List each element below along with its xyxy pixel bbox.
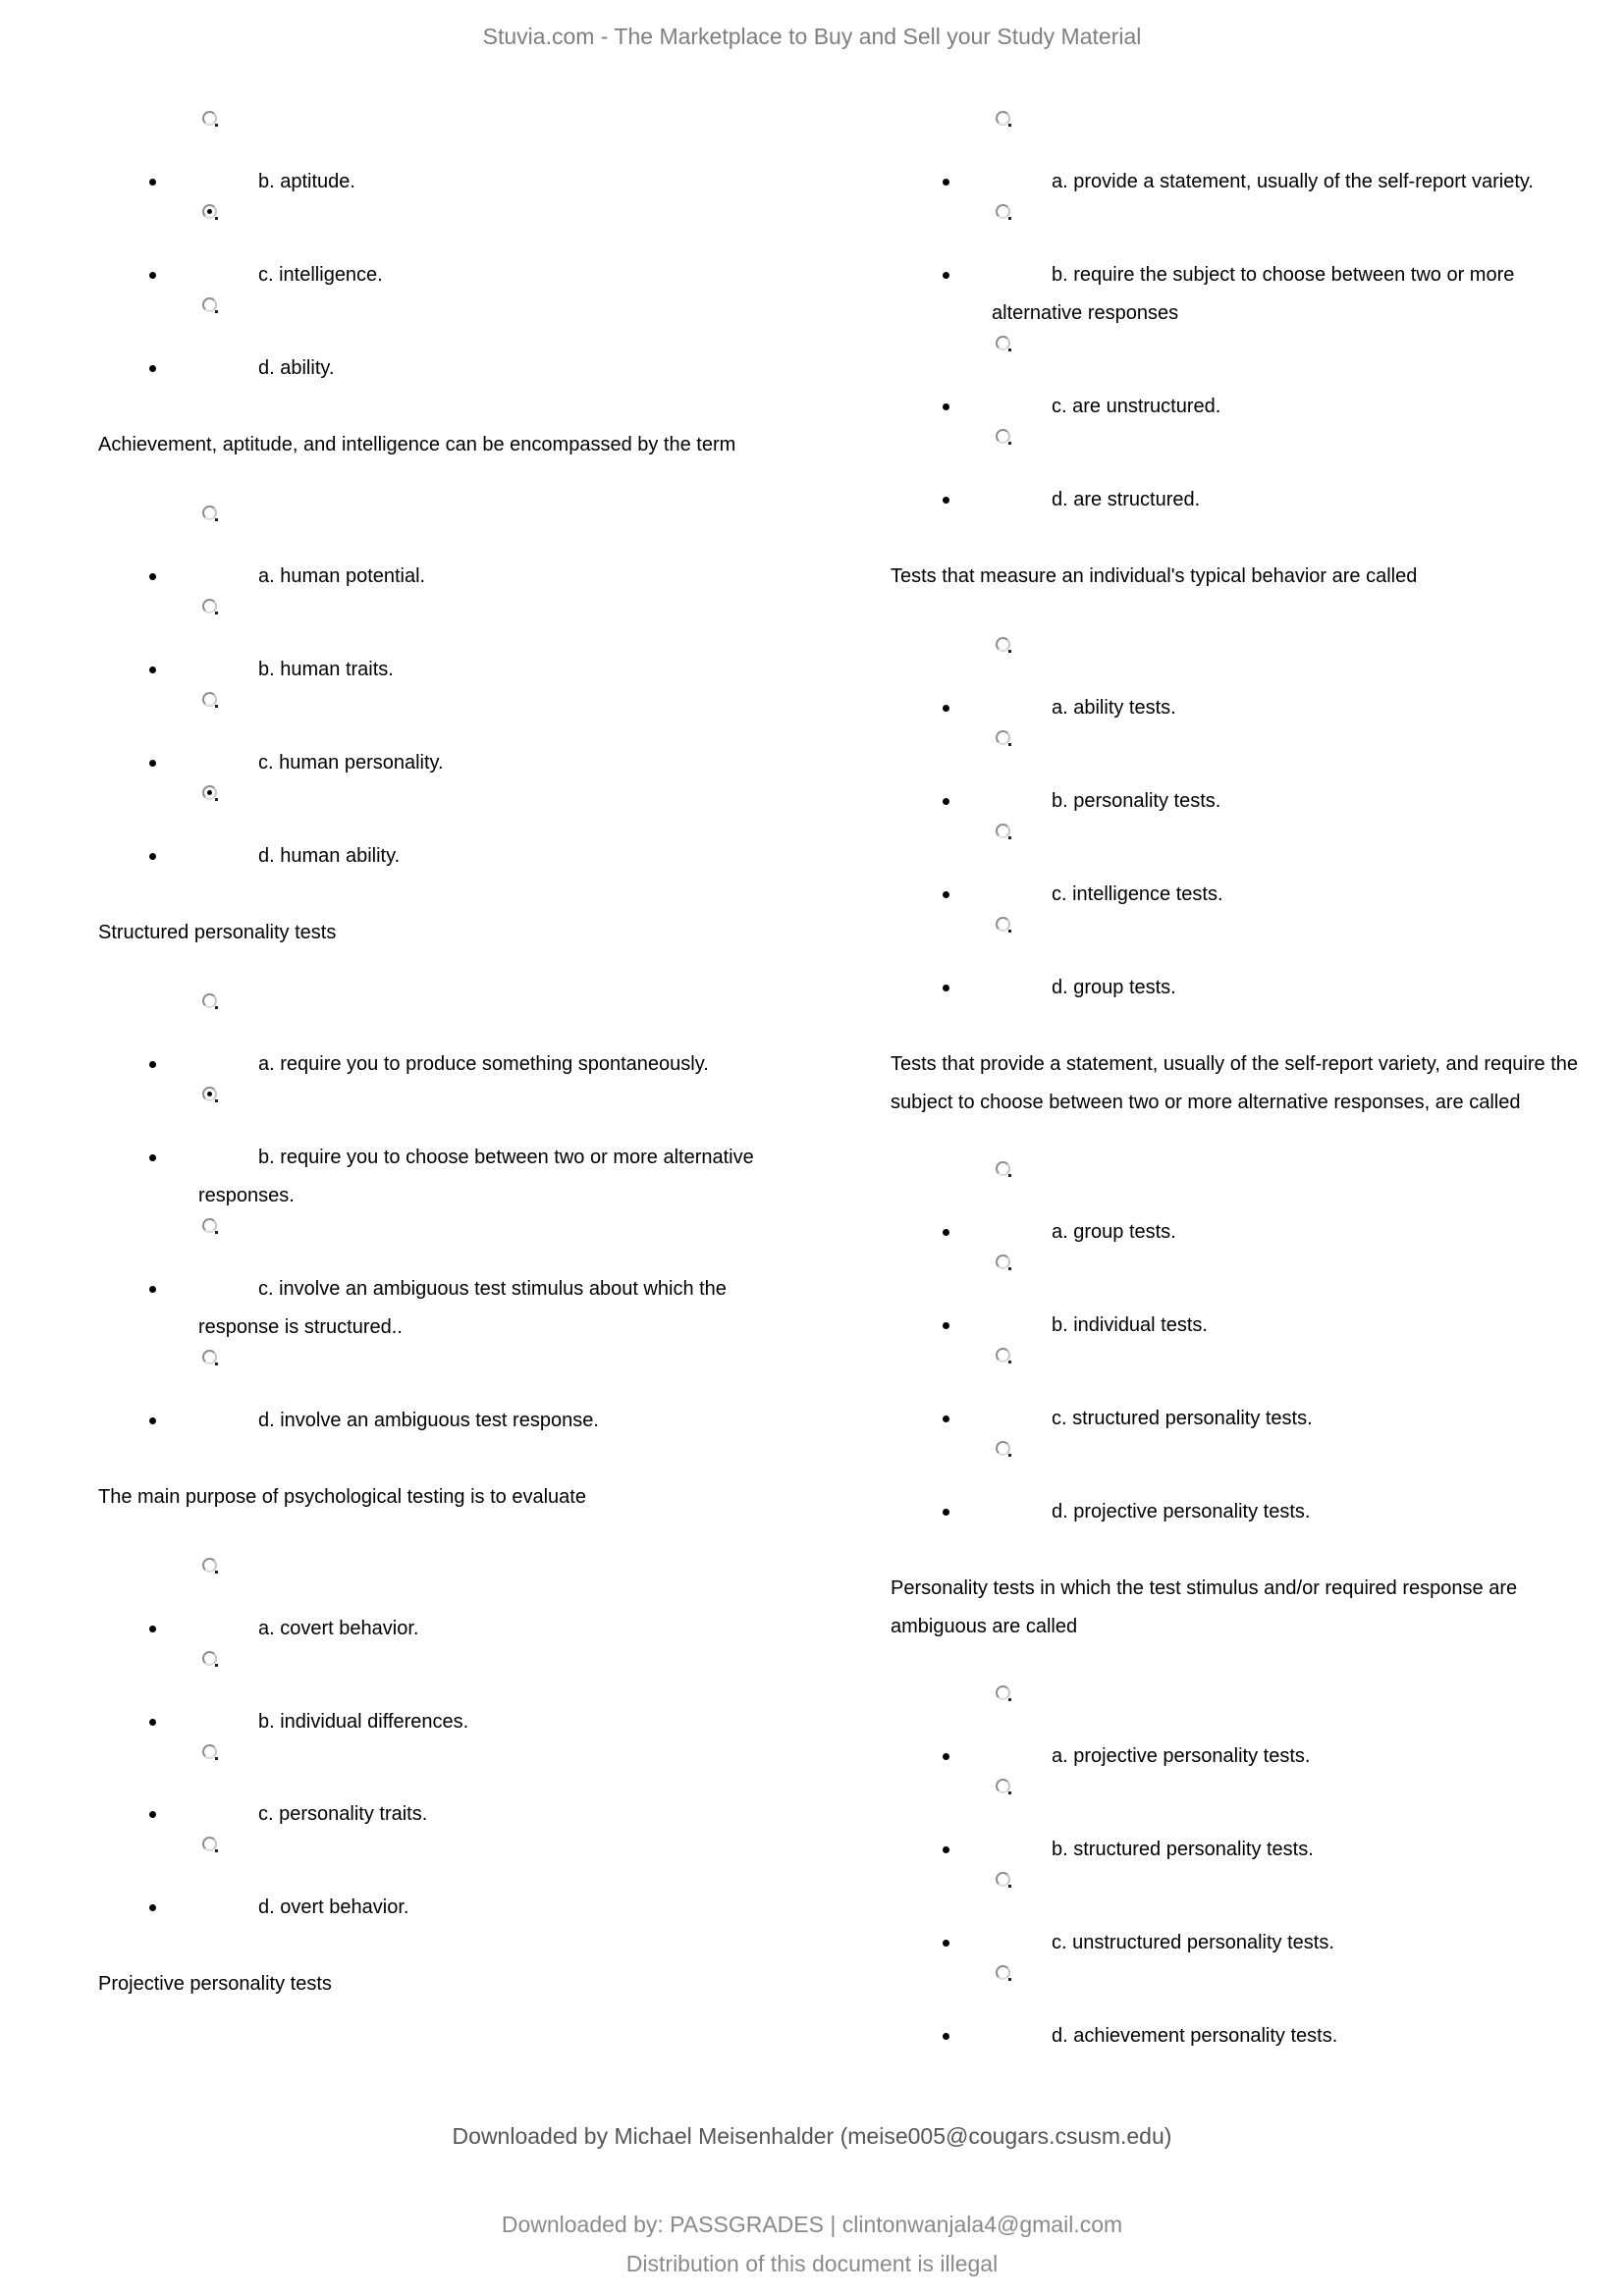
bullet bbox=[943, 497, 949, 504]
radio-button[interactable] bbox=[996, 637, 1010, 652]
radio-button[interactable] bbox=[202, 1837, 217, 1851]
bullet bbox=[943, 1753, 949, 1760]
bullet bbox=[943, 1846, 949, 1853]
radio-button[interactable] bbox=[996, 336, 1010, 350]
bullet bbox=[943, 985, 949, 991]
radio-button[interactable] bbox=[202, 993, 217, 1008]
radio-button[interactable] bbox=[202, 297, 217, 312]
option-text: d. are structured. bbox=[1052, 489, 1201, 510]
bullet bbox=[149, 1719, 156, 1726]
option-text: d. overt behavior. bbox=[258, 1896, 409, 1918]
radio-button[interactable] bbox=[202, 1558, 217, 1573]
question-text: Achievement, aptitude, and intelligence can be encompassed by the term bbox=[98, 434, 736, 455]
option-text: b. individual differences. bbox=[258, 1711, 469, 1733]
option-text: c. human personality. bbox=[258, 752, 444, 774]
radio-button-selected[interactable] bbox=[202, 204, 217, 219]
option-text: b. individual tests. bbox=[1052, 1314, 1208, 1336]
bullet bbox=[149, 1811, 156, 1818]
option-text: c. are unstructured. bbox=[1052, 396, 1221, 417]
option-text: c. unstructured personality tests. bbox=[1052, 1932, 1334, 1953]
option-text-continued: response is structured.. bbox=[198, 1316, 403, 1338]
bullet bbox=[943, 705, 949, 712]
option-text: c. intelligence tests. bbox=[1052, 883, 1223, 905]
option-text: a. provide a statement, usually of the self-report variety. bbox=[1052, 171, 1534, 192]
bullet bbox=[943, 1229, 949, 1236]
bullet bbox=[149, 853, 156, 860]
option-text: a. projective personality tests. bbox=[1052, 1745, 1311, 1767]
radio-button[interactable] bbox=[996, 730, 1010, 745]
bullet bbox=[943, 1322, 949, 1329]
radio-button[interactable] bbox=[996, 1348, 1010, 1362]
bullet bbox=[149, 365, 156, 372]
radio-button[interactable] bbox=[996, 204, 1010, 219]
bullet bbox=[943, 1940, 949, 1947]
bullet bbox=[149, 667, 156, 673]
option-text: c. personality traits. bbox=[258, 1803, 428, 1825]
option-text: c. structured personality tests. bbox=[1052, 1408, 1313, 1429]
radio-button-selected[interactable] bbox=[202, 785, 217, 800]
question-text-continued: subject to choose between two or more alternative responses, are called bbox=[891, 1092, 1521, 1113]
bullet bbox=[943, 179, 949, 186]
option-text: d. ability. bbox=[258, 357, 335, 379]
bullet bbox=[149, 573, 156, 580]
option-text: b. require the subject to choose between two or more bbox=[1052, 264, 1515, 286]
bullet bbox=[943, 272, 949, 279]
radio-button[interactable] bbox=[996, 824, 1010, 838]
radio-button[interactable] bbox=[202, 599, 217, 614]
bullet bbox=[149, 1904, 156, 1911]
question-text: Tests that measure an individual's typical behavior are called bbox=[891, 565, 1418, 587]
option-text: a. covert behavior. bbox=[258, 1618, 419, 1639]
radio-button[interactable] bbox=[996, 1965, 1010, 1980]
radio-button[interactable] bbox=[996, 429, 1010, 444]
radio-button[interactable] bbox=[202, 1218, 217, 1233]
question-text: Personality tests in which the test stimulus and/or required response are bbox=[891, 1577, 1518, 1599]
bullet bbox=[149, 760, 156, 767]
option-text: b. require you to choose between two or more alternative bbox=[258, 1147, 754, 1168]
bullet bbox=[149, 1286, 156, 1293]
option-text-continued: alternative responses bbox=[992, 302, 1179, 324]
question-text: The main purpose of psychological testing is to evaluate bbox=[98, 1486, 586, 1508]
radio-button[interactable] bbox=[996, 1872, 1010, 1887]
bullet bbox=[149, 1417, 156, 1424]
bullet bbox=[943, 1415, 949, 1422]
option-text: c. intelligence. bbox=[258, 264, 383, 286]
question-text: Projective personality tests bbox=[98, 1973, 332, 1995]
option-text: a. ability tests. bbox=[1052, 697, 1176, 719]
bullet bbox=[943, 403, 949, 410]
radio-button[interactable] bbox=[202, 1744, 217, 1759]
site-header: Stuvia.com - The Marketplace to Buy and Sell your Study Material bbox=[482, 24, 1142, 49]
bullet bbox=[149, 272, 156, 279]
question-text-continued: ambiguous are called bbox=[891, 1616, 1078, 1637]
bullet bbox=[943, 891, 949, 898]
radio-button[interactable] bbox=[202, 692, 217, 707]
radio-button[interactable] bbox=[996, 111, 1010, 126]
bullet bbox=[149, 1061, 156, 1068]
radio-button[interactable] bbox=[996, 1779, 1010, 1793]
option-text: b. structured personality tests. bbox=[1052, 1839, 1314, 1860]
download-notice-secondary: Downloaded by: PASSGRADES | clintonwanjala4@gmail.com bbox=[501, 2212, 1123, 2237]
bullet bbox=[149, 1154, 156, 1161]
option-text: d. projective personality tests. bbox=[1052, 1501, 1311, 1522]
radio-button[interactable] bbox=[996, 1161, 1010, 1176]
option-text: d. group tests. bbox=[1052, 977, 1176, 998]
question-text: Structured personality tests bbox=[98, 922, 337, 943]
option-text: d. involve an ambiguous test response. bbox=[258, 1410, 599, 1431]
radio-button[interactable] bbox=[202, 506, 217, 520]
option-text: b. human traits. bbox=[258, 659, 394, 680]
radio-button[interactable] bbox=[996, 1685, 1010, 1700]
option-text: d. human ability. bbox=[258, 845, 401, 867]
option-text: a. require you to produce something spontaneously. bbox=[258, 1053, 709, 1075]
option-text: b. personality tests. bbox=[1052, 790, 1221, 812]
option-text-continued: responses. bbox=[198, 1185, 295, 1206]
question-text: Tests that provide a statement, usually of the self-report variety, and require the bbox=[891, 1053, 1578, 1075]
radio-button[interactable] bbox=[202, 1350, 217, 1364]
download-notice: Downloaded by Michael Meisenhalder (meise005@cougars.csusm.edu) bbox=[452, 2123, 1172, 2149]
radio-button[interactable] bbox=[996, 1441, 1010, 1456]
radio-button[interactable] bbox=[202, 111, 217, 126]
bullet bbox=[943, 2033, 949, 2040]
distribution-notice: Distribution of this document is illegal bbox=[625, 2251, 999, 2276]
option-text: a. group tests. bbox=[1052, 1221, 1176, 1243]
option-text: a. human potential. bbox=[258, 565, 426, 587]
bullet bbox=[943, 798, 949, 805]
bullet bbox=[149, 1626, 156, 1632]
option-text: b. aptitude. bbox=[258, 171, 355, 192]
option-text: c. involve an ambiguous test stimulus about which the bbox=[258, 1278, 727, 1300]
option-text: d. achievement personality tests. bbox=[1052, 2025, 1338, 2047]
radio-button-selected[interactable] bbox=[202, 1087, 217, 1101]
bullet bbox=[149, 179, 156, 186]
radio-button[interactable] bbox=[202, 1651, 217, 1666]
bullet bbox=[943, 1509, 949, 1516]
radio-button[interactable] bbox=[996, 917, 1010, 932]
radio-button[interactable] bbox=[996, 1255, 1010, 1269]
